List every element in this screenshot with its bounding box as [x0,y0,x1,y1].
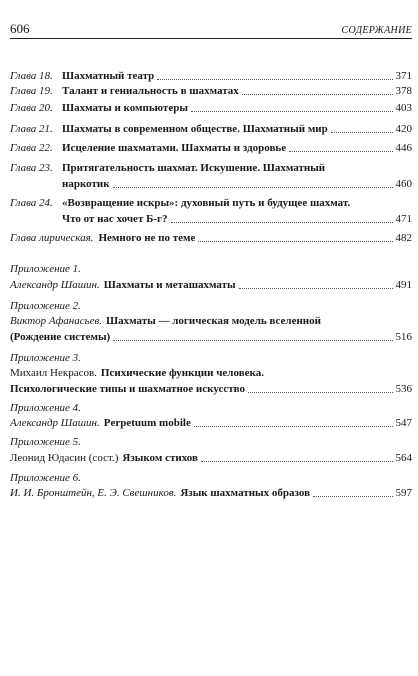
appendix-label: Приложение 3. [10,352,81,364]
toc-entry-chapter-24 [10,197,412,226]
toc-entry-chapter-23 [10,162,412,191]
appendix-author: Александр Шашин. [10,279,100,291]
chapter-label: Глава лирическая. [10,232,94,244]
chapter-title: Шахматы в современном обществе. Шахматный мир [62,123,328,135]
dot-leader [289,150,392,152]
appendix-author: Михаил Некрасов. [10,367,97,379]
appendix-author: Виктор Афанасьев. [10,315,103,327]
page-ref: 371 [395,70,412,82]
toc-entry-appendix-6 [10,472,412,500]
appendix-author: И. И. Бронштейн, Е. Э. Свешников. [10,487,177,499]
appendix-label: Приложение 6. [10,472,81,484]
appendix-title: Шахматы и меташахматы [103,279,236,291]
page-header [10,22,412,39]
chapter-label: Глава 22. [10,142,53,154]
dot-leader [171,221,393,223]
appendix-label: Приложение 5. [10,436,81,448]
page-ref: 564 [395,452,412,464]
dot-leader [157,78,392,80]
chapter-label: Глава 20. [10,102,53,114]
appendix-author: Александр Шашин. [10,417,100,429]
chapter-title: Исцеление шахматами. Шахматы и здоровье [62,142,287,154]
appendix-label: Приложение 1. [10,263,81,275]
appendix-label: Приложение 2. [10,300,81,312]
toc-entry-appendix-2 [10,300,412,344]
page-ref: 482 [395,232,412,244]
toc-page [10,21,412,499]
dot-leader [242,93,393,95]
chapter-title: Талант и гениальность в шахматах [62,85,239,97]
page-ref: 420 [395,123,412,135]
chapter-title: Притягательность шахмат. Искушение. Шахматный [62,162,326,174]
chapter-label: Глава 21. [10,123,53,135]
dot-leader [201,460,393,462]
page-ref: 403 [395,102,412,114]
page-ref: 597 [395,487,412,499]
appendix-author: Леонид Юдасин (сост.) [10,452,119,464]
appendix-title: Языком стихов [122,452,198,464]
toc-entry-chapter-lyrical [10,232,412,245]
dot-leader [239,287,393,289]
appendix-title-continued: Психологические типы и шахматное искусство [10,383,246,395]
toc-entry-chapter-21 [10,123,412,136]
chapter-title: «Возвращение искры»: духовный путь и будущее шахмат. [62,197,351,209]
toc-entry-chapter-18 [10,70,412,83]
appendix-title: Язык шахматных образов [180,487,311,499]
toc-entry-appendix-4 [10,402,412,430]
page-ref: 536 [395,383,412,395]
dot-leader [113,186,393,188]
appendix-title: Perpetuum mobile [103,417,191,429]
toc-entry-appendix-5 [10,436,412,465]
toc-entry-chapter-20 [10,102,412,115]
toc-entry-appendix-3 [10,352,412,396]
appendix-title-continued: (Рождение системы) [10,331,111,343]
page-ref: 471 [395,213,412,225]
dot-leader [313,495,392,497]
chapter-title-continued: наркотик [62,178,110,190]
appendix-title: Шахматы — логическая модель вселенной [106,315,321,327]
chapter-label: Глава 23. [10,162,53,174]
dot-leader [194,425,393,427]
chapter-label: Глава 19. [10,85,53,97]
dot-leader [198,240,392,242]
section-title: СОДЕРЖАНИЕ [341,25,412,36]
page-ref: 460 [395,178,412,190]
page-ref: 516 [395,331,412,343]
page-ref: 378 [395,85,412,97]
chapter-title-continued: Что от нас хочет Б-г? [62,213,168,225]
appendix-title: Психические функции человека. [100,367,264,379]
appendix-label: Приложение 4. [10,402,81,414]
chapter-title: Шахматы и компьютеры [62,102,188,114]
page-ref: 491 [395,279,412,291]
toc-entry-chapter-22 [10,142,412,155]
dot-leader [191,110,393,112]
page-ref: 547 [395,417,412,429]
page-number: 606 [10,21,30,36]
toc-entry-appendix-1 [10,263,412,292]
chapter-title: Шахматный театр [62,70,155,82]
page-ref: 446 [395,142,412,154]
chapter-label: Глава 18. [10,70,53,82]
chapter-title: Немного не по теме [98,232,196,244]
chapter-label: Глава 24. [10,197,53,209]
toc-entry-chapter-19 [10,85,412,98]
dot-leader [113,339,392,341]
dot-leader [331,131,393,133]
dot-leader [248,391,392,393]
